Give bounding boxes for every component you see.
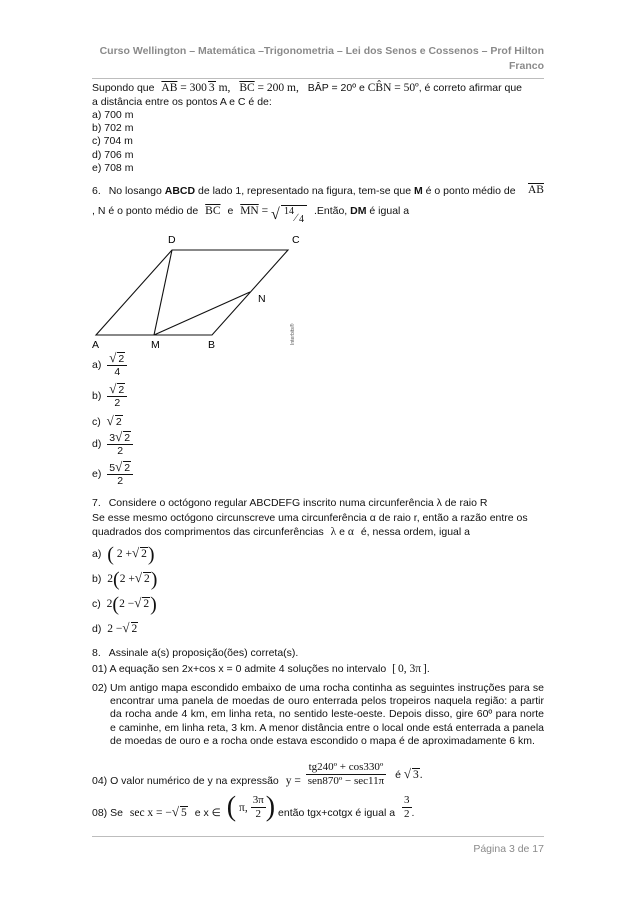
q7-option-c: c) 2(2 −√ 2)	[92, 593, 157, 616]
q6-equals: =	[261, 205, 269, 217]
header-line-1: Curso Wellington – Matemática –Trigonometria – Lei dos Senos e Cossenos – Prof Hilton	[99, 45, 544, 57]
q5-angle-bap: BÂP = 20º e	[307, 82, 365, 94]
option-coefficient: 5	[109, 462, 116, 474]
option-radicand: 2	[115, 416, 122, 428]
q5-ab-value: = 300	[180, 82, 207, 94]
q6-segment-dm: DM	[350, 205, 367, 217]
q5-unit-m: m,	[218, 82, 231, 94]
option-expression: 2 +	[116, 548, 132, 560]
q8-p08-frac-num: 3π	[252, 794, 264, 807]
q8-p01-interval: 0, 3π	[397, 663, 422, 675]
q7-number: 7.	[92, 497, 101, 509]
q5-text-end: , é correto afirmar que	[418, 82, 522, 94]
q8-p02-number: 02)	[92, 682, 108, 694]
q6-number: 6.	[92, 185, 101, 197]
option-denominator: 2	[117, 445, 124, 457]
q6-text: é o ponto médio de	[425, 185, 516, 197]
q6-segment-ab: $\overline{AB}$	[528, 184, 544, 196]
option-letter: d)	[92, 437, 102, 450]
segment-mn	[154, 292, 250, 335]
label-a: A	[92, 339, 100, 351]
q5-angle-cbn: CB̂N = 50º	[367, 82, 419, 94]
q6-text: é igual a	[369, 205, 410, 217]
q6-mn-denominator: 4	[299, 214, 305, 225]
q8-p08-frac-den: 2	[255, 808, 261, 821]
option-radicand: 2	[118, 353, 125, 365]
option-expression: 2 −	[107, 623, 123, 635]
segment-bc: $\overline{BC}$	[239, 82, 255, 94]
q6-text: e	[227, 205, 234, 217]
option-letter: b)	[92, 389, 102, 402]
q7-lambda: λ	[330, 526, 337, 538]
q6-option-e: e) $\frac{5√ 2}{2}$	[92, 461, 133, 487]
q7-option-b: b) 2(2 +√ 2)	[92, 568, 158, 591]
q8-text: Assinale a(s) proposição(ões) correta(s).	[108, 647, 299, 659]
q7-option-d: d) 2 −√ 2	[92, 620, 138, 635]
q8-p08-text: então tgx+cotgx é igual a	[278, 807, 396, 820]
q8-p08-result-num: 3	[404, 794, 410, 806]
option-radicand: 2	[143, 598, 150, 610]
q8-p04-radicand: 3	[413, 769, 419, 782]
q8-proposition-08: 08) Se sec x = −√ 5 e x ∈ ( π, $\frac{3\pi}{2}$ ) então tgx+cotgx é igual a $\frac{3}{2}$ .	[92, 791, 415, 823]
q6-segment-bc: $\overline{BC}$	[205, 205, 221, 217]
q6-point-m: M	[413, 185, 423, 197]
footer-rule	[92, 836, 544, 837]
header-rule	[92, 78, 544, 79]
page-header	[84, 44, 544, 74]
q6-text: de lado 1, representado na figura, tem-se que	[198, 185, 412, 197]
option-letter: c)	[92, 416, 101, 428]
q8-p04-end: .	[419, 769, 423, 782]
rhombus-figure	[88, 230, 328, 356]
q7-text: e	[339, 526, 345, 538]
q7-statement-line2: Se esse mesmo octógono circunscreve uma circunferência α de raio r, então a razão entre os	[92, 512, 528, 524]
option-denominator: 2	[117, 475, 124, 487]
q8-proposition-01: 01) A equação sen 2x+cos x = 0 admite 4 soluções no intervalo [ 0, 3π ].	[92, 663, 430, 675]
label-c: C	[292, 234, 300, 246]
option-radicand: 2	[143, 573, 150, 585]
q6-option-a: a) $\frac{√ 2}{4}$	[92, 352, 127, 378]
q8-p04-text: 04) O valor numérico de y na expressão	[92, 775, 279, 788]
page-number: Página 3 de 17	[473, 843, 544, 855]
label-n: N	[258, 293, 266, 305]
label-m: M	[151, 339, 160, 351]
option-radicand: 2	[131, 623, 138, 635]
option-letter: a)	[92, 358, 102, 371]
q7-text: quadrados dos comprimentos das circunferências	[92, 526, 324, 538]
q6-option-d: d) $\frac{3√ 2}{2}$	[92, 431, 133, 457]
q8-proposition-04: 04) O valor numérico de y na expressão y = $\frac{\text{tg240º + cos330º}}{\text{sen870º − sec11π}}$ é √ 3.	[92, 761, 423, 788]
q8-p04-numerator: tg240º + cos330º	[306, 761, 386, 775]
q8-p08-radicand: 5	[181, 807, 187, 820]
q5-option-d: d) 706 m	[92, 148, 134, 161]
option-letter: b)	[92, 573, 102, 585]
q8-p08-text: e x ∈	[194, 807, 221, 820]
q6-text: No losango	[108, 185, 162, 197]
q6-text: .Então,	[313, 205, 348, 217]
q5-option-a: a) 700 m	[92, 109, 134, 121]
label-b: B	[208, 339, 216, 351]
q8-number: 8.	[92, 647, 101, 659]
segment-ab: $\overline{AB}$	[161, 82, 178, 94]
q7-statement-line3	[92, 526, 470, 538]
option-radicand: 2	[124, 432, 131, 444]
q5-option-b: b) 702 m	[92, 122, 134, 135]
q8-p04-y: y =	[285, 775, 301, 788]
q5-option-e: e) 708 m	[92, 161, 134, 174]
q5-statement-line2: a distância entre os pontos A e C é de:	[92, 96, 272, 108]
q5-text: Supondo que	[92, 82, 155, 94]
option-denominator: 2	[114, 397, 121, 409]
q6-text: , N é o ponto médio de	[92, 205, 199, 217]
q8-p08-text: 08) Se	[92, 807, 123, 820]
header-line-2: Franco	[508, 60, 544, 72]
q6-segment-mn: $\overline{MN}$	[240, 205, 259, 217]
q8-p08-pi: π,	[239, 802, 248, 815]
q7-option-a: a) ( 2 +√ 2)	[92, 543, 155, 566]
segment-dm	[154, 250, 172, 335]
option-letter: a)	[92, 548, 102, 560]
option-letter: c)	[92, 598, 101, 610]
q7-statement-line1	[92, 497, 487, 509]
q5-bc-value: = 200 m,	[257, 82, 299, 94]
option-prefactor: 2	[107, 573, 114, 585]
option-denominator: 4	[114, 366, 121, 378]
q6-option-b: b) $\frac{√ 2}{2}$	[92, 383, 127, 409]
q8-proposition-02: Um antigo mapa escondido embaixo de uma rocha continha as seguintes instruções para se encontrar uma panela de moedas de ouro enterrada pelos tropeiros naquela região: a partir da rocha ande 4 km, em linha reta, no sentido leste-oeste. Depois disso, gire 60º para norte e caminhe, em linha reta, 3 km. A menor distância entre o local onde está enterrada a panela de moedas de ouro e a rocha onde estava escondido o mapa é de aproximadamente 6 km.	[110, 682, 544, 747]
interbits-mark: Interbits®	[290, 323, 296, 345]
q6-mn-numerator: 14	[284, 206, 295, 217]
q8-p04-text: é	[395, 769, 401, 782]
q5-options	[92, 109, 544, 175]
q6-abcd: ABCD	[164, 185, 196, 197]
q6-option-c: c) √ 2	[92, 413, 122, 428]
q5-option-c: c) 704 m	[92, 135, 133, 148]
q6-statement-line1	[92, 185, 516, 197]
label-d: D	[168, 234, 176, 246]
option-prefactor: 2	[106, 598, 113, 610]
q8-p08-end: .	[411, 807, 415, 820]
q7-alpha: α	[347, 526, 354, 538]
q5-statement-line1	[92, 81, 522, 94]
option-letter: e)	[92, 467, 102, 480]
q6-statement-line2: , N é o ponto médio de $\overline{BC}$ e $\overline{MN}$ = √ 14 ∕ 4 .Então, DM é igual a	[92, 205, 410, 225]
option-radicand: 2	[141, 548, 147, 560]
q8-p04-denominator: sen870º − sec11π	[307, 775, 385, 787]
option-radicand: 2	[118, 384, 125, 396]
q7-text: é, nessa ordem, igual a	[360, 526, 470, 538]
option-letter: d)	[92, 623, 102, 635]
option-coefficient: 3	[109, 432, 116, 444]
option-expression: 2 +	[119, 573, 135, 585]
q8-p01-end: .	[426, 663, 430, 675]
q8-p01-text: 01) A equação sen 2x+cos x = 0 admite 4 soluções no intervalo	[92, 663, 387, 675]
q5-sqrt3: 3	[208, 82, 215, 94]
option-radicand: 2	[124, 462, 131, 474]
q8-p08-sec: sec x = −	[129, 807, 172, 820]
q7-text: Considere o octógono regular ABCDEFG inscrito numa circunferência λ de raio R	[108, 497, 488, 509]
q8-p08-result-den: 2	[404, 808, 410, 820]
q8-title	[92, 647, 298, 659]
option-expression: 2 −	[119, 598, 135, 610]
